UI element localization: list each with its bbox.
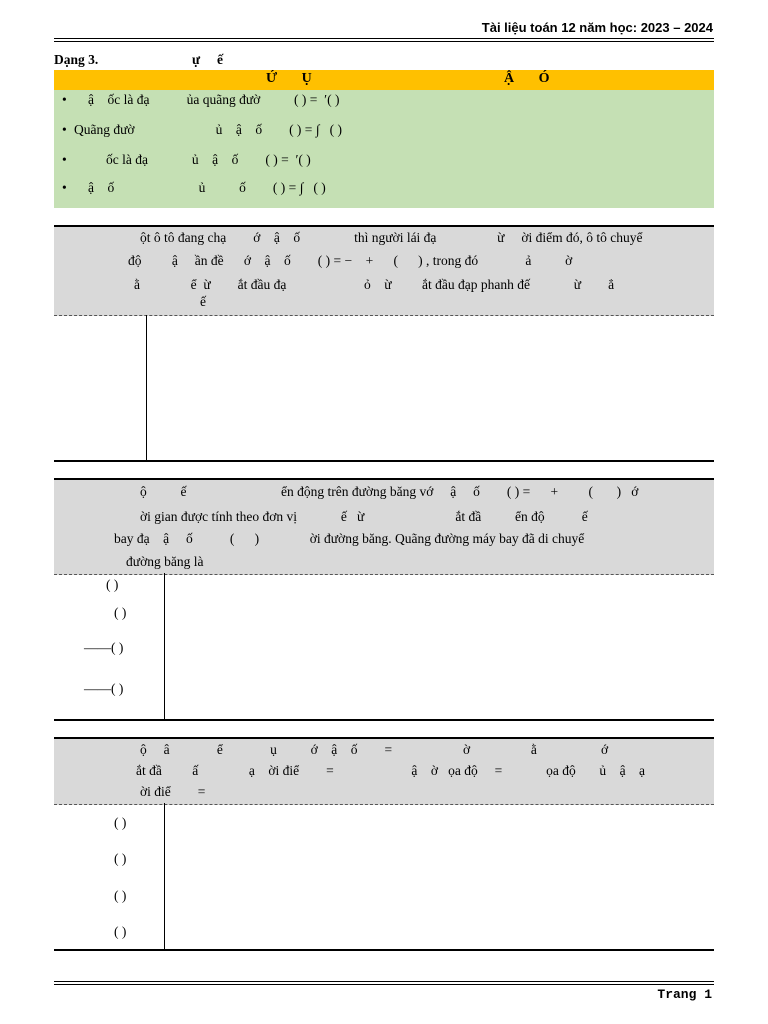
theory-banner — [54, 70, 714, 90]
theory-item-4: ậ ố ủ ố ( ) = ∫ ( ) — [88, 180, 326, 195]
example-2-line-4: đường băng là — [126, 554, 204, 569]
document-header: Tài liệu toán 12 năm học: 2023 – 2024 — [481, 20, 713, 35]
theory-item-3: ốc là đạ ủ ậ ố ( ) = ′( ) — [106, 152, 311, 167]
example-3-line-2: ắt đầ ấ ạ ời điể = ậ ờ ọa độ = ọa độ ủ ậ ạ — [136, 763, 646, 778]
example-2-option-d: ——( ) — [84, 681, 124, 696]
example-2-option-b: ( ) — [114, 605, 127, 620]
example-2-option-c: ——( ) — [84, 640, 124, 655]
example-3-line-1: ộ â ể ụ ớ ậ ố = ờ ằ ớ — [140, 742, 609, 757]
example-2-option-a: ( ) — [106, 577, 119, 592]
section-title: ự ế — [192, 52, 223, 67]
theory-bullet: • — [62, 180, 67, 195]
header-rule-top — [54, 38, 714, 39]
theory-bullet: • — [62, 122, 67, 137]
example-2-problem — [54, 478, 714, 575]
example-2-divider — [164, 573, 165, 719]
example-2-line-2: ời gian được tính theo đơn vị ế ừ ắt đầ ển độ ế — [140, 509, 588, 524]
example-3-divider — [164, 803, 165, 949]
example-3-option-d: ( ) — [114, 924, 127, 939]
example-1-problem — [54, 225, 714, 316]
theory-bullet: • — [62, 152, 67, 167]
theory-item-1: ậ ốc là đạ ủa quãng đườ ( ) = ′( ) — [88, 92, 340, 107]
example-3-option-c: ( ) — [114, 888, 127, 903]
banner-right-text: Ậ Ó — [504, 71, 550, 86]
example-1-answer-area — [54, 315, 714, 462]
example-2-line-1: ộ ế ển động trên đường băng vớ ậ ố ( ) = + ( ) ớ — [140, 484, 639, 499]
theory-item-2: Quãng đườ ủ ậ ố ( ) = ∫ ( ) — [74, 122, 342, 137]
example-3-option-a: ( ) — [114, 815, 127, 830]
example-3-option-b: ( ) — [114, 851, 127, 866]
example-1-line-3: ằ ể ừ ắt đầu đạ ỏ ừ ắt đầu đạp phanh đế ừ ẳ — [134, 277, 615, 292]
example-3-problem — [54, 737, 714, 805]
page-number: Trang 1 — [657, 987, 712, 1002]
footer-rule-bottom — [54, 984, 714, 985]
example-3-answer-area — [54, 803, 714, 951]
example-1-divider — [146, 315, 147, 460]
example-1-line-4: ế — [200, 294, 206, 309]
footer-rule-top — [54, 981, 714, 982]
example-2-answer-area — [54, 573, 714, 721]
example-1-line-1: ột ô tô đang chạ ớ ậ ố thì người lái đạ ừ ời điểm đó, ô tô chuyể — [140, 230, 643, 245]
section-label: Dạng 3. — [54, 52, 99, 67]
example-1-line-2: độ ậ ần đề ớ ậ ố ( ) = − + ( ) , trong đó ả ờ — [128, 253, 573, 268]
theory-box — [54, 90, 714, 208]
banner-left-text: Ứ Ụ — [266, 71, 312, 86]
header-rule-bottom — [54, 41, 714, 42]
example-2-line-3: bay đạ ậ ố ( ) ời đường băng. Quãng đường máy bay đã di chuyể — [114, 531, 585, 546]
example-3-line-3: ời điể = — [140, 784, 206, 799]
theory-bullet: • — [62, 92, 67, 107]
